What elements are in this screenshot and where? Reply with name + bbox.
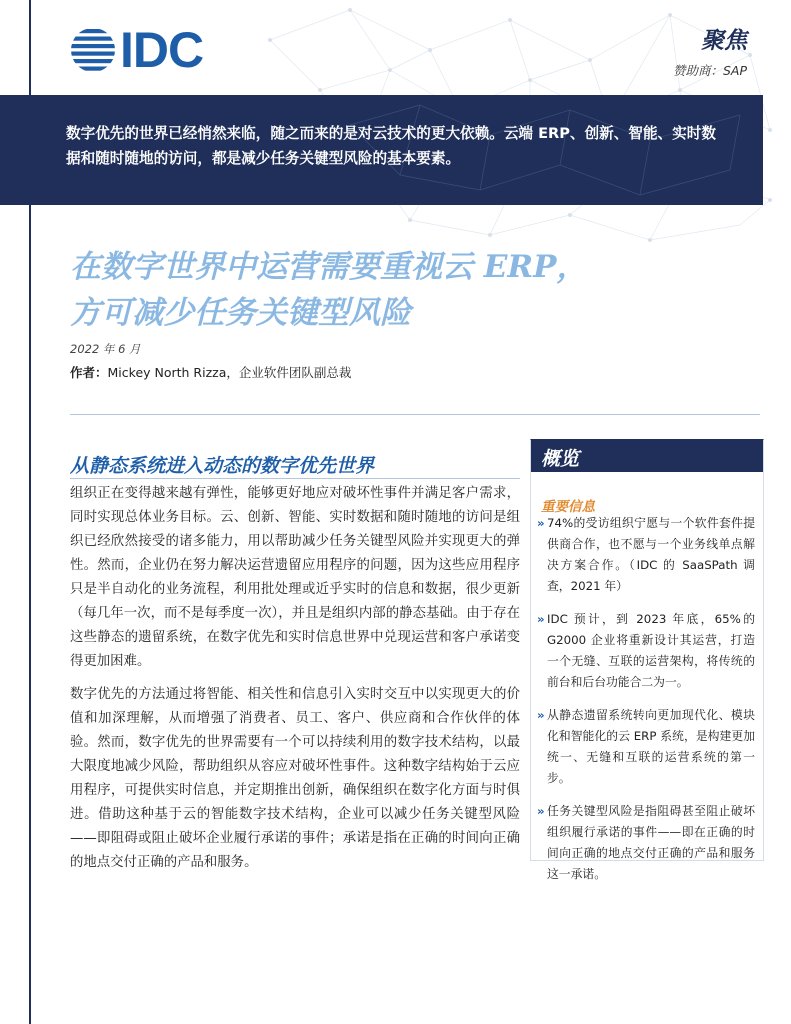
list-item <box>537 513 755 597</box>
sidebar-title: 概览 <box>541 448 580 470</box>
author-line <box>70 363 351 381</box>
list-item <box>537 705 755 789</box>
idc-globe-icon <box>70 27 116 73</box>
banner-text: 数字优先的世界已经悄然来临，随之而来的是对云技术的更大依赖。云端 ERP、创新、智能、实时数据和随时随地的访问，都是减少任务关键型风险的基本要素。 <box>66 125 716 167</box>
body-paragraph-1: 组织正在变得越来越有弹性，能够更好地应对破坏性事件并满足客户需求，同时实现总体业务目标。云、创新、智能、实时数据和随时随地的访问是组织已经欣然接受的诸多能力，用以帮助减少任务关键型风险并实现更大的弹性。然而，企业仍在努力解决运营遗留应用程序的问题，因为这些应用程序只是半自动化的业务流程，利用批处理或近乎实时的信息和数据，很少更新（每几年一次，而不是每季度一次），并且是组织内部的静态基础。由于存在这些静态的遗留系统，在数字优先和实时信息世界中兑现运营和客户承诺变得更加困难。 <box>70 486 520 669</box>
key-info-heading: 重要信息 <box>541 499 595 515</box>
key-info-list <box>537 513 755 897</box>
bullet-marker: » <box>537 516 545 530</box>
bullet-text: 任务关键型风险是指阻碍甚至阻止破坏组织履行承诺的事件——即在正确的时间向正确的地点交付正确的产品和服务这一承诺。 <box>547 804 755 881</box>
page-title <box>70 244 720 336</box>
author-label: 作者： <box>70 365 108 380</box>
title-line-1: 在数字世界中运营需要重视云 ERP， <box>70 249 588 285</box>
bullet-text: IDC 预计，到 2023 年底，65%的 G2000 企业将重新设计其运营，打造一个无缝、互联的运营架构，将传统的前台和后台功能合二为一。 <box>547 612 755 689</box>
logo-text: IDC <box>120 22 204 78</box>
focus-label: 聚焦 <box>701 27 747 54</box>
body-paragraph-2: 数字优先的方法通过将智能、相关性和信息引入实时交互中以实现更大的价值和加深理解，从而增强了消费者、员工、客户、供应商和合作伙伴的体验。然而，数字优先的世界需要有一个可以持续利用的数字技术结构，以最大限度地减少风险，帮助组织从容应对破坏性事件。这种数字结构始于云应用程序，可提供实时信息，并定期推出创新，确保组织在数字化方面与时俱进。借助这种基于云的智能数字技术结构，企业可以减少任务关键型风险——即阻碍或阻止破坏企业履行承诺的事件；承诺是指在正确的时间向正确的地点交付正确的产品和服务。 <box>70 687 520 870</box>
bullet-marker: » <box>537 804 545 818</box>
sidebar-header <box>531 440 763 472</box>
header-divider <box>70 414 760 415</box>
section-divider <box>70 478 520 479</box>
list-item <box>537 609 755 693</box>
author-name: Mickey North Rizza，企业软件团队副总裁 <box>107 365 352 380</box>
section-heading: 从静态系统进入动态的数字优先世界 <box>70 455 375 477</box>
title-line-2: 方可减少任务关键型风险 <box>70 295 411 331</box>
publish-date: 2022 年 6 月 <box>70 342 141 356</box>
bullet-marker: » <box>537 612 545 626</box>
intro-banner <box>0 95 763 205</box>
bullet-text: 从静态遗留系统转向更加现代化、模块化和智能化的云 ERP 系统，是构建更加统一、无缝和互联的运营系统的第一步。 <box>547 708 755 785</box>
idc-logo <box>70 22 210 78</box>
list-item <box>537 801 755 885</box>
bullet-marker: » <box>537 708 545 722</box>
sponsor-label: 赞助商：SAP <box>672 63 747 78</box>
bullet-text: 74%的受访组织宁愿与一个软件套件提供商合作，也不愿与一个业务线单点解决方案合作。（IDC 的 SaaSPath 调查，2021 年） <box>547 516 755 593</box>
overview-sidebar <box>530 439 764 881</box>
